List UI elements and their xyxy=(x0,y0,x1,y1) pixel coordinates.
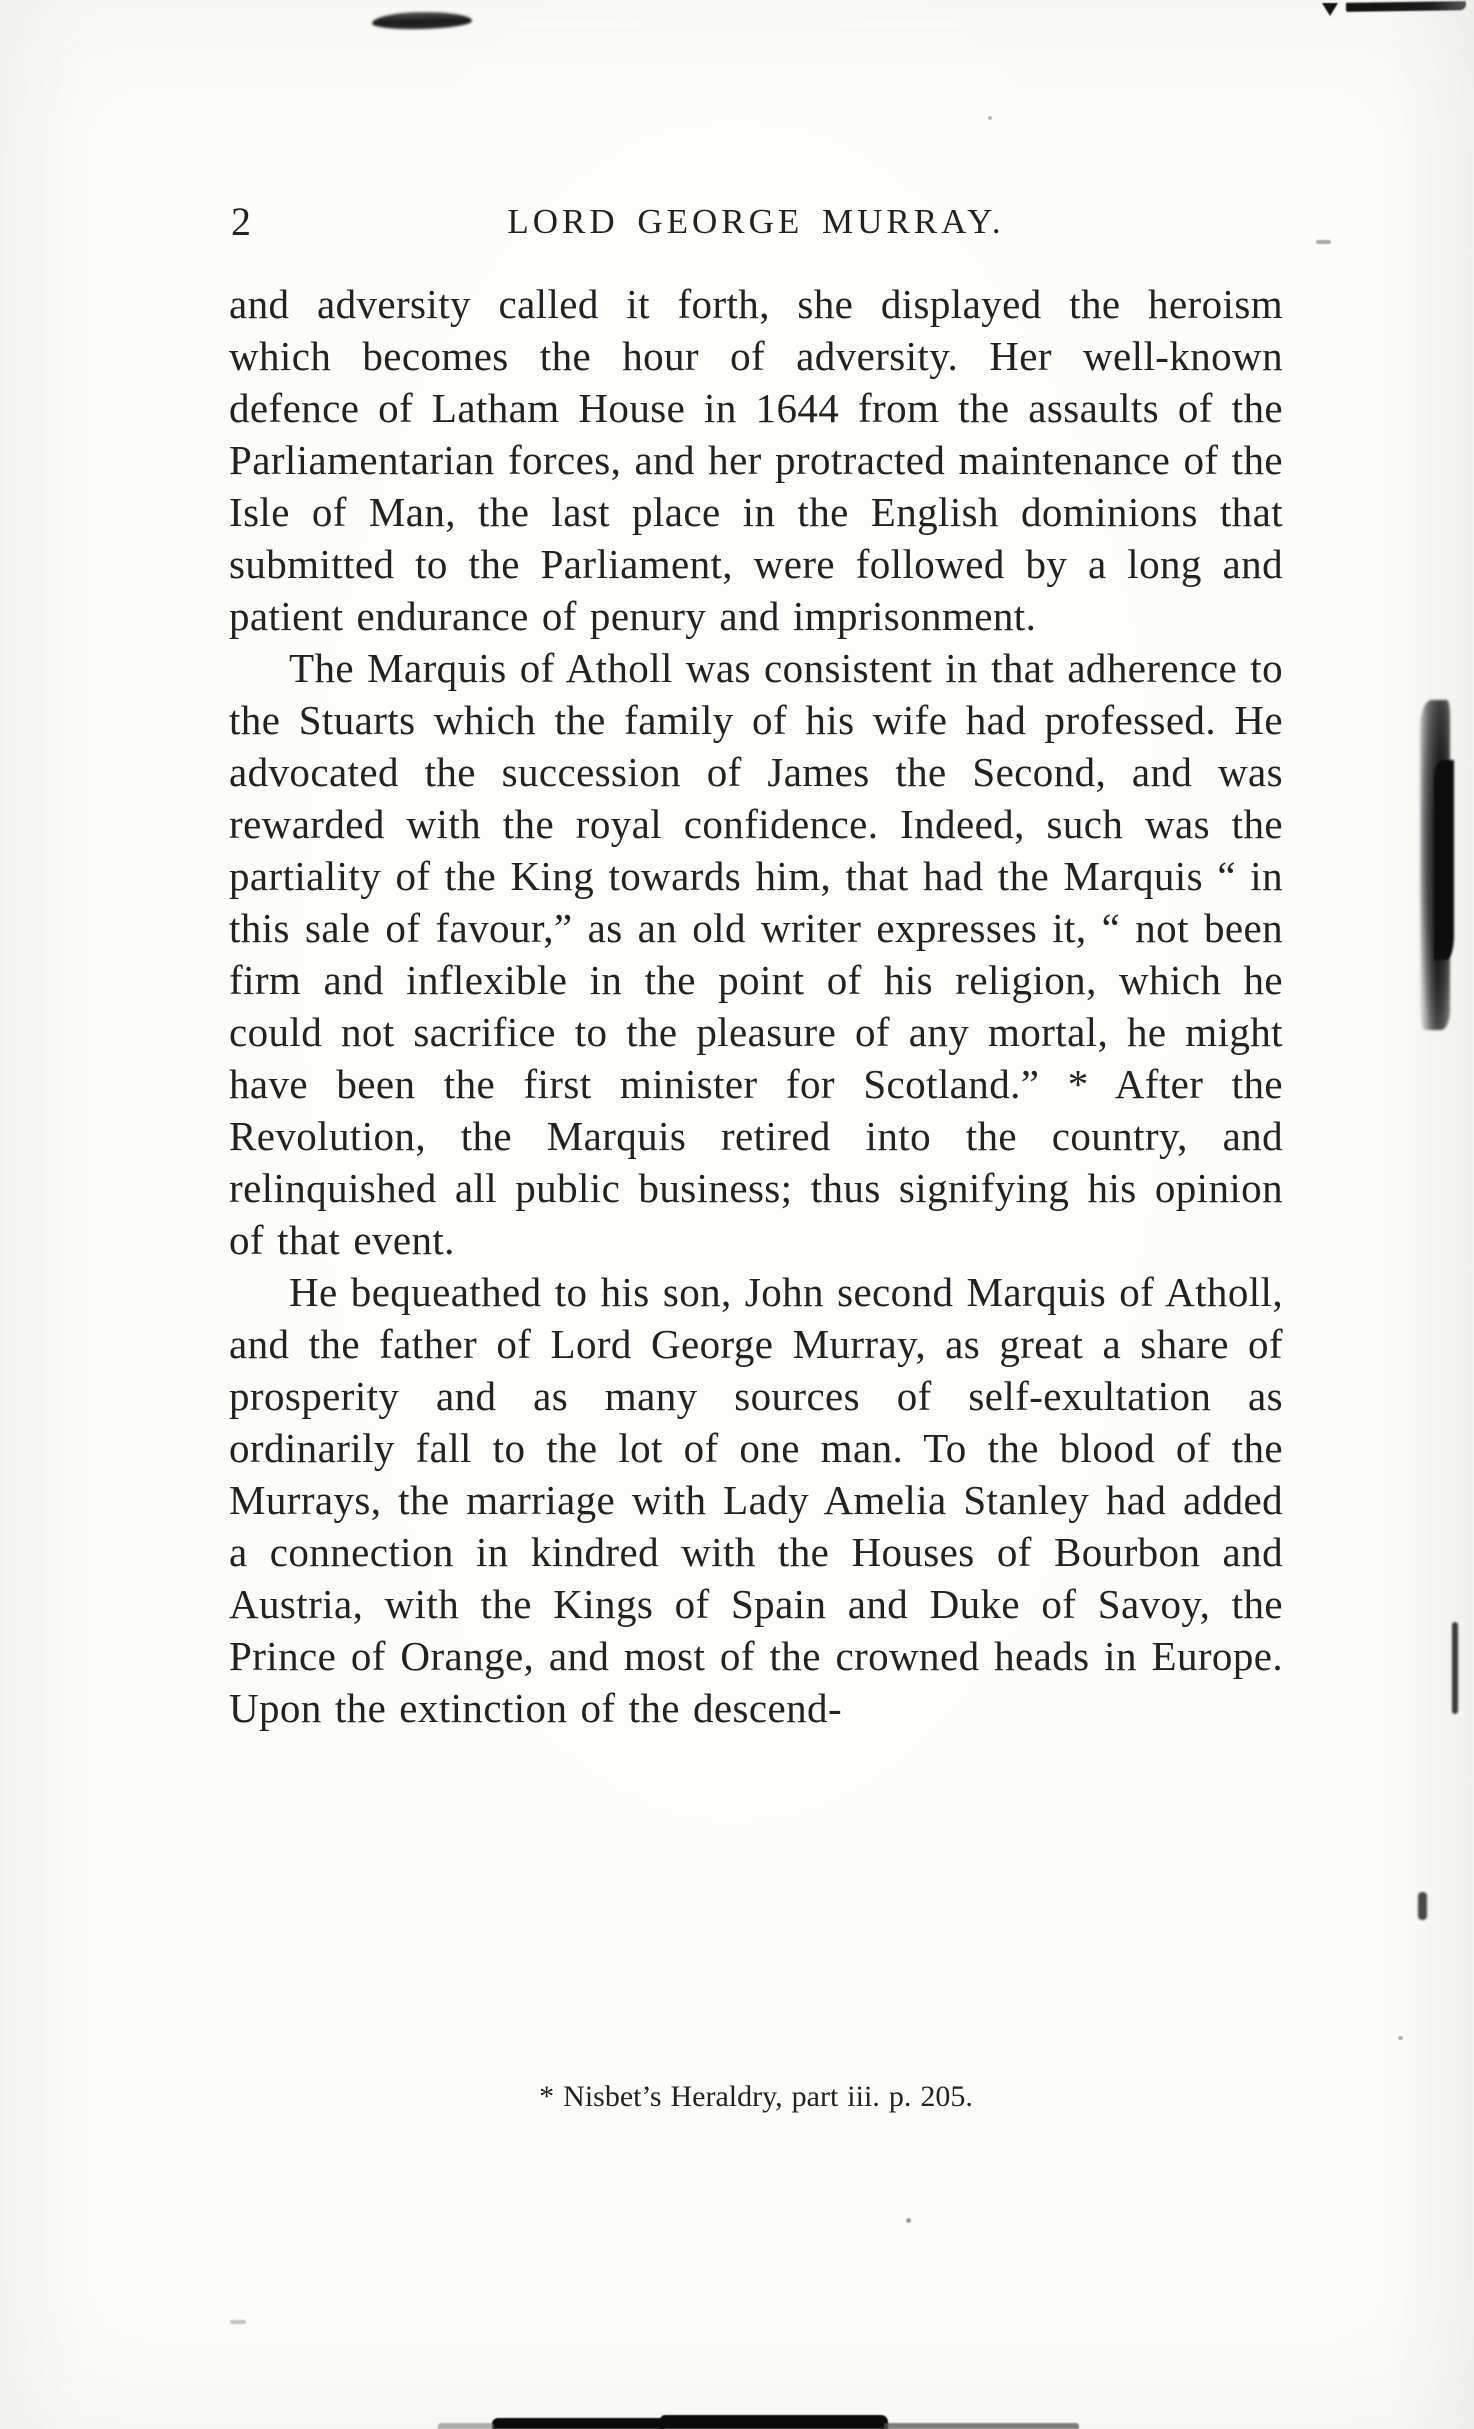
page-header xyxy=(229,198,1283,258)
footnote: * Nisbet’s Heraldry, part iii. p. 205. xyxy=(539,2080,973,2113)
paragraph: and adversity called it forth, she displayed the heroism which becomes the hour of adversity. Her well-known defence of Latham House in 1644 from the assaults of the Parliamentarian forces, and her protracted maintenance of the Isle of Man, the last place in the English dominions that submitted to the Parliament, were followed by a long and patient endurance of penury and imprisonment. xyxy=(229,281,1283,639)
scan-speck xyxy=(906,2218,911,2223)
scan-edge-bottom-bar-faint xyxy=(884,2423,1079,2429)
scan-mark-top-right-bar xyxy=(1346,1,1466,12)
scan-speck xyxy=(230,2320,246,2324)
scan-scratch-right-upper xyxy=(1452,1622,1458,1714)
scan-ink-smear-right xyxy=(1420,700,1450,1030)
scan-speck xyxy=(988,116,992,120)
scan-edge-bottom-bar-faint xyxy=(438,2423,494,2429)
text-block xyxy=(229,278,1283,1734)
scan-mark-top-right-triangle xyxy=(1322,3,1338,16)
scan-ink-smear-right-core xyxy=(1434,760,1454,960)
paragraph: The Marquis of Atholl was consistent in that adherence to the Stuarts which the family of his wife had professed. He advocated the succession of James the Second, and was rewarded with the royal confidence. Indeed, such was the partiality of the King towards him, that had the Marquis “ in this sale of favour,” as an old writer expresses it, “ not been firm and inflexible in the point of his religion, which he could not sacrifice to the pleasure of any mortal, he might have been the first minister for Scotland.” * After the Revolution, the Marquis retired into the country, and relinquished all public business; thus signifying his opinion of that event. xyxy=(229,645,1283,1263)
paragraph: He bequeathed to his son, John second Marquis of Atholl, and the father of Lord George Murray, as great a share of prosperity and as many sources of self-exultation as ordinarily fall to the lot of one man. To the blood of the Murrays, the marriage with Lady Amelia Stanley had added a connection in kindred with the Houses of Bourbon and Austria, with the Kings of Spain and Duke of Savoy, the Prince of Orange, and most of the crowned heads in Europe. Upon the extinction of the descend- xyxy=(229,1269,1283,1731)
page-number: 2 xyxy=(231,199,251,244)
scan-edge-bottom-bar xyxy=(660,2415,888,2429)
scan-scratch-right-lower xyxy=(1418,1892,1427,1920)
scan-smudge-top xyxy=(372,11,472,31)
scan-speck xyxy=(1398,2036,1403,2040)
scan-edge-bottom-bar xyxy=(492,2418,664,2429)
running-title: LORD GEORGE MURRAY. xyxy=(507,202,1005,241)
scan-speck xyxy=(1316,240,1331,244)
